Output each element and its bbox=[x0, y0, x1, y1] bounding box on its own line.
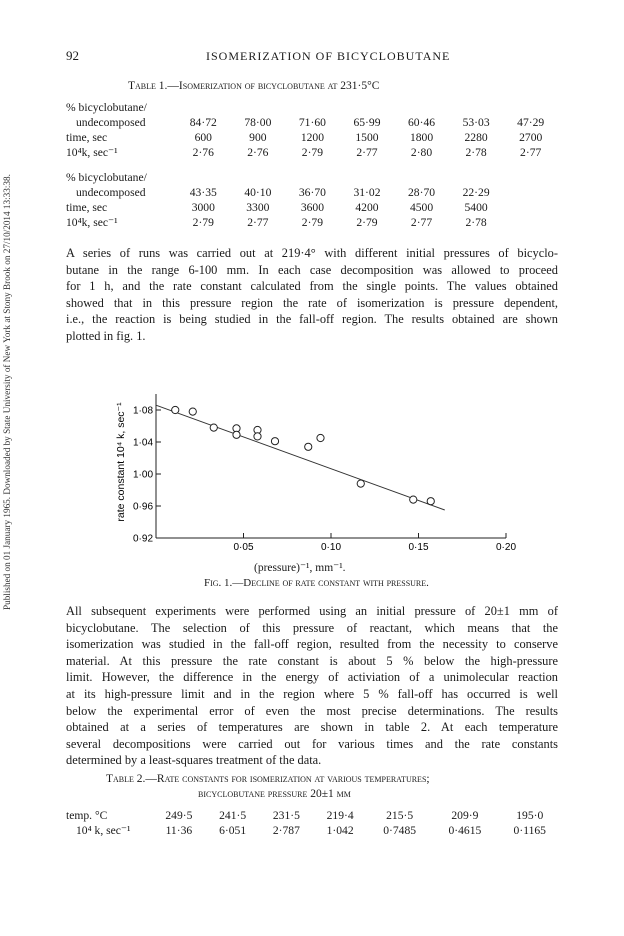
x-tick-label: 0·10 bbox=[320, 542, 342, 552]
data-point bbox=[305, 443, 312, 450]
row-label: temp. °C bbox=[66, 809, 108, 822]
table-cell: 2·79 bbox=[301, 216, 324, 229]
page-header bbox=[66, 48, 558, 64]
figure-1-chart bbox=[100, 372, 520, 552]
table-cell: 1200 bbox=[300, 131, 324, 144]
text-line: at its high-pressure limit and in the region where 5 % fall-off has occurred is well bbox=[66, 686, 558, 701]
table-cell: 3600 bbox=[300, 201, 324, 214]
text-line: several decompositions were carried out for various times and the rate constants bbox=[66, 736, 558, 751]
table-cell bbox=[503, 100, 558, 115]
table-cell: 219·4 bbox=[326, 809, 354, 822]
table-cell: 195·0 bbox=[516, 809, 544, 822]
text-line: i.e., the reaction is being studied in the fall-off region. The results obtained are shown bbox=[66, 312, 558, 327]
table-cell: 0·7485 bbox=[383, 824, 417, 837]
y-tick-label: 1·08 bbox=[132, 405, 153, 417]
paragraph-1 bbox=[66, 245, 558, 345]
y-axis-label: rate constant 10⁴ k, sec⁻¹ bbox=[115, 402, 127, 522]
table-cell: 241·5 bbox=[219, 809, 247, 822]
table-cell: 43·35 bbox=[189, 186, 217, 199]
download-watermark-text: Published on 01 January 1965. Downloaded by State University of New York at Stony Brook on 27/10/2014 13:33:38. bbox=[2, 174, 12, 610]
data-point bbox=[172, 406, 179, 413]
table-cell: 3000 bbox=[191, 201, 215, 214]
x-tick-label: 0·15 bbox=[408, 542, 429, 552]
table-cell: 65·99 bbox=[353, 116, 381, 129]
y-tick-label: 1·04 bbox=[132, 437, 153, 449]
running-title: ISOMERIZATION OF BICYCLOBUTANE bbox=[206, 49, 451, 63]
table-cell: 2·77 bbox=[410, 216, 433, 229]
table-row bbox=[66, 170, 558, 185]
page-number: 92 bbox=[66, 48, 79, 63]
y-tick-label: 0·92 bbox=[132, 533, 153, 545]
table-cell: 5400 bbox=[464, 201, 488, 214]
table-cell bbox=[176, 170, 231, 185]
x-tick-label: 0·20 bbox=[495, 542, 517, 552]
table-cell: 2·79 bbox=[356, 216, 378, 229]
table-cell: 36·70 bbox=[298, 186, 326, 199]
table-cell bbox=[449, 170, 504, 185]
data-point bbox=[427, 498, 434, 505]
table-cell: 2·78 bbox=[465, 146, 487, 159]
text-line: obtained at a series of temperatures are shown in table 2. At each temperature bbox=[66, 720, 558, 735]
text-line: butane in the range 6-100 mm. In each case decomposition was allowed to proceed bbox=[66, 262, 558, 277]
table-cell bbox=[503, 215, 558, 230]
row-label: % bicyclobutane/ bbox=[66, 101, 147, 114]
table-cell: 2·77 bbox=[247, 216, 269, 229]
row-label: time, sec bbox=[66, 131, 108, 144]
table-row bbox=[66, 808, 562, 823]
table-cell: 1·042 bbox=[326, 824, 354, 837]
table1-caption: Table 1.—Isomerization of bicyclobutane at 231·5°C bbox=[128, 80, 380, 92]
table-cell: 78·00 bbox=[244, 116, 272, 129]
table-cell bbox=[503, 170, 558, 185]
table2 bbox=[66, 808, 562, 838]
row-label: 10⁴ k, sec⁻¹ bbox=[76, 824, 131, 837]
table-cell: 4200 bbox=[355, 201, 379, 214]
table-row bbox=[66, 130, 558, 145]
table-cell: 231·5 bbox=[272, 809, 300, 822]
text-line: limit. However, the difference in the energy of activiation of a unimolecular reaction bbox=[66, 670, 558, 685]
fit-line-group bbox=[156, 405, 445, 510]
table-row bbox=[66, 115, 558, 130]
text-line: bicyclobutane. The selection of this pressure of reactant, which means that the bbox=[66, 620, 558, 635]
y-ticks bbox=[133, 406, 161, 545]
table-cell: 1500 bbox=[355, 131, 379, 144]
data-point bbox=[233, 431, 240, 438]
table-row bbox=[66, 200, 558, 215]
text-line: below the experimental error of even the most precise determinations. The results bbox=[66, 703, 558, 718]
table-cell: 11·36 bbox=[165, 824, 193, 837]
figure-1-caption: Fig. 1.—Decline of rate constant with pressure. bbox=[204, 577, 429, 589]
chart-axes bbox=[156, 394, 506, 538]
table-cell: 2·80 bbox=[410, 146, 433, 159]
table-cell bbox=[340, 100, 395, 115]
table2-caption-line1: Table 2.—Rate constants for isomerization at various temperatures; bbox=[106, 773, 430, 785]
data-point bbox=[254, 433, 261, 440]
row-label: 10⁴k, sec⁻¹ bbox=[66, 146, 118, 159]
table-cell bbox=[231, 170, 286, 185]
table-cell: 4500 bbox=[409, 201, 434, 214]
data-point bbox=[189, 408, 196, 415]
text-line: for 1 h, and the rate constant calculated from the single points. The values obtained bbox=[66, 279, 558, 294]
text-line: material. At this pressure the rate constant is about 5 % below the high-pressure bbox=[66, 653, 558, 668]
table-row bbox=[66, 185, 558, 200]
fit-line bbox=[156, 405, 445, 510]
table-cell: 22·29 bbox=[462, 186, 490, 199]
table-cell bbox=[503, 200, 558, 215]
table-cell: 3300 bbox=[246, 201, 270, 214]
table-cell: 900 bbox=[249, 131, 267, 144]
table-row bbox=[66, 145, 558, 160]
x-axis-label: (pressure)⁻¹, mm⁻¹. bbox=[254, 562, 346, 574]
data-points bbox=[172, 406, 435, 504]
text-line: plotted in fig. 1. bbox=[66, 328, 146, 343]
x-tick-label: 0·05 bbox=[233, 542, 254, 552]
table-cell bbox=[503, 185, 558, 200]
table1 bbox=[66, 100, 558, 230]
table-cell: 2700 bbox=[519, 131, 543, 144]
table-cell bbox=[285, 170, 340, 185]
data-point bbox=[210, 424, 217, 431]
table-cell: 2·787 bbox=[272, 824, 300, 837]
table-row bbox=[66, 100, 558, 115]
download-watermark bbox=[2, 90, 14, 610]
table-cell: 2·79 bbox=[192, 216, 214, 229]
y-tick-label: 1·00 bbox=[132, 469, 153, 481]
table-cell: 0·1165 bbox=[513, 824, 546, 837]
table-cell: 2·78 bbox=[465, 216, 487, 229]
row-label: undecomposed bbox=[76, 186, 146, 199]
row-label: 10⁴k, sec⁻¹ bbox=[66, 216, 118, 229]
table-cell: 60·46 bbox=[408, 116, 436, 129]
text-line: isomerization was studied in the fall-off region, resulted from the necessity to conserve bbox=[66, 637, 558, 652]
table-cell: 2·76 bbox=[192, 146, 214, 159]
x-ticks bbox=[233, 533, 516, 552]
table-row bbox=[66, 215, 558, 230]
table-cell: 53·03 bbox=[462, 116, 490, 129]
table-cell: 40·10 bbox=[244, 186, 272, 199]
table-cell bbox=[449, 100, 504, 115]
table-cell: 0·4615 bbox=[448, 824, 482, 837]
table-cell bbox=[231, 100, 286, 115]
text-line: showed that in this pressure region the rate of isomerization is pressure dependent, bbox=[66, 295, 558, 310]
table-cell: 2·76 bbox=[247, 146, 269, 159]
table-cell: 2·77 bbox=[520, 146, 542, 159]
row-label: time, sec bbox=[66, 201, 108, 214]
data-point bbox=[317, 434, 324, 441]
table-cell: 31·02 bbox=[353, 186, 381, 199]
paragraph-2 bbox=[66, 603, 558, 769]
table-row bbox=[66, 823, 562, 838]
text-line: A series of runs was carried out at 219·4° with different initial pressures of bicyclo- bbox=[66, 246, 558, 260]
table-spacer bbox=[66, 160, 558, 170]
text-line: determined by a least-squares treatment of the data. bbox=[66, 753, 322, 768]
table-cell: 6·051 bbox=[219, 824, 247, 837]
table-cell bbox=[394, 170, 449, 185]
table-cell bbox=[340, 170, 395, 185]
table-cell: 2280 bbox=[464, 131, 488, 144]
data-point bbox=[271, 438, 278, 445]
table-cell: 600 bbox=[194, 131, 212, 144]
table-cell: 2·79 bbox=[301, 146, 324, 159]
table-cell: 1800 bbox=[409, 131, 434, 144]
table-cell: 215·5 bbox=[386, 809, 414, 822]
row-label: undecomposed bbox=[76, 116, 146, 129]
y-tick-label: 0·96 bbox=[132, 501, 153, 513]
table-cell: 28·70 bbox=[408, 186, 436, 199]
text-line: All subsequent experiments were performed using an initial pressure of 20±1 mm of bbox=[66, 604, 558, 618]
table-cell bbox=[285, 100, 340, 115]
table2-caption-line2: bicyclobutane pressure 20±1 mm bbox=[198, 788, 351, 800]
data-point bbox=[357, 480, 364, 487]
table-cell: 249·5 bbox=[165, 809, 193, 822]
table-cell: 71·60 bbox=[298, 116, 326, 129]
table-cell: 47·29 bbox=[517, 116, 545, 129]
row-label: % bicyclobutane/ bbox=[66, 171, 147, 184]
table-cell bbox=[176, 100, 231, 115]
table-cell: 2·77 bbox=[356, 146, 378, 159]
table-cell: 84·72 bbox=[189, 116, 217, 129]
table-cell: 209·9 bbox=[451, 809, 479, 822]
data-point bbox=[410, 496, 417, 503]
table-cell bbox=[394, 100, 449, 115]
